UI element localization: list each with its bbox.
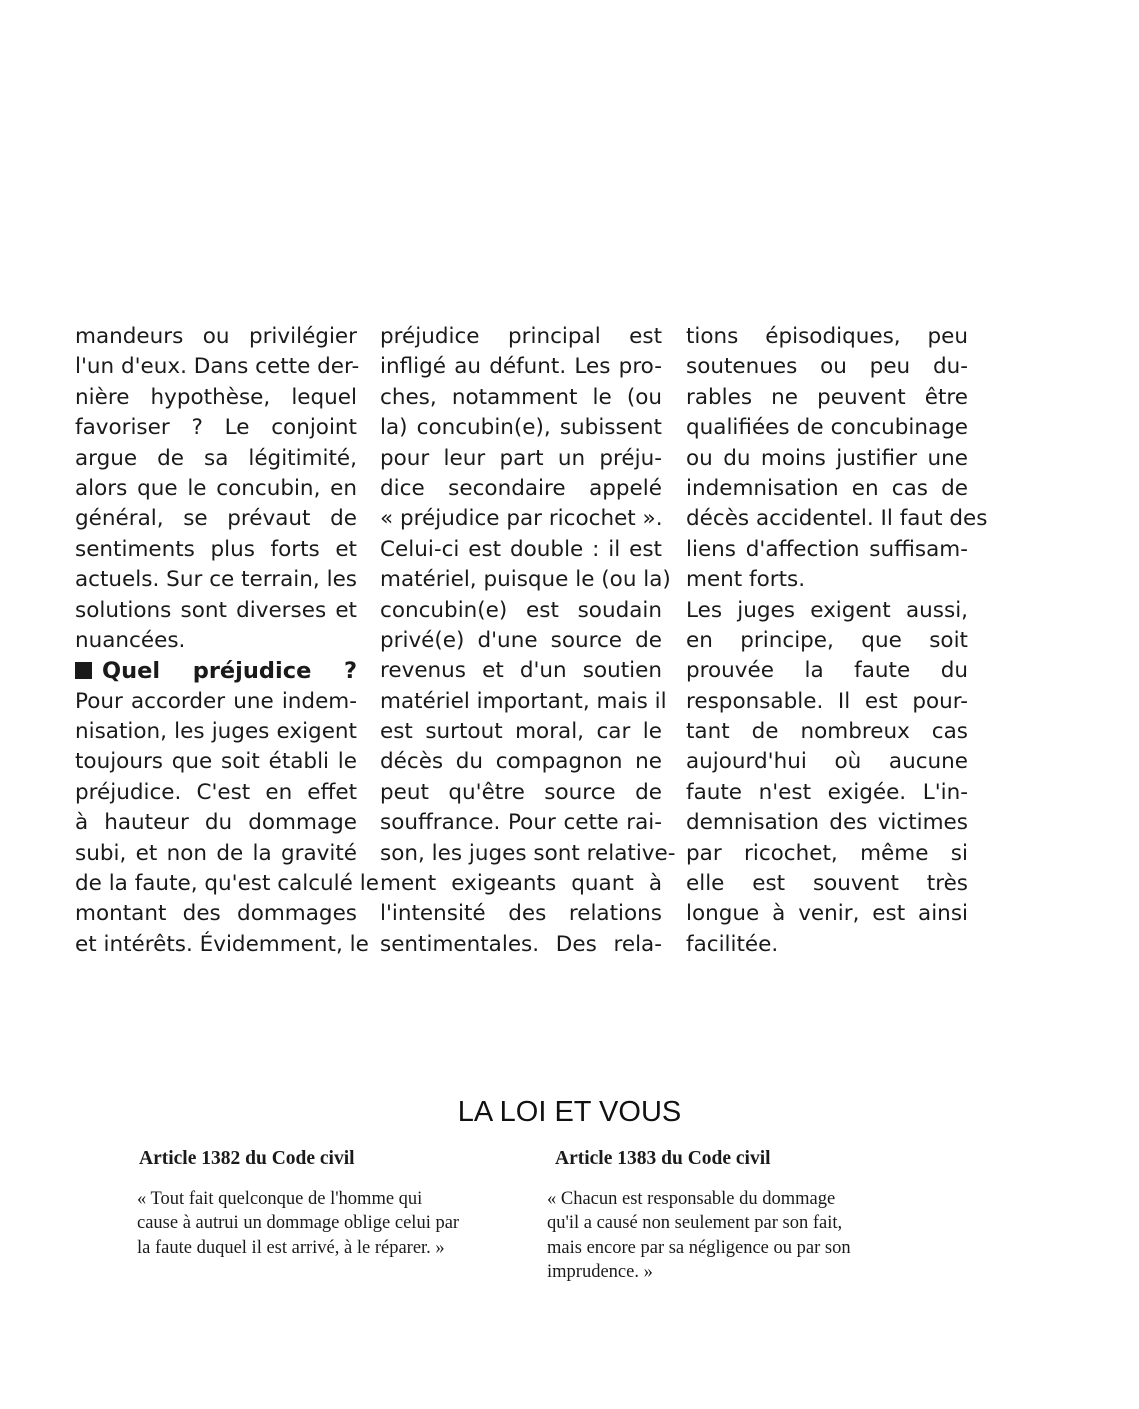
text-line: matériel, puisque le (ou la) [380, 567, 671, 593]
article-1383-text [547, 1187, 912, 1285]
text-line: son, les juges sont relative- [380, 840, 676, 866]
text-line: solutions sont diverses et [75, 597, 357, 623]
text-column-1 [75, 322, 379, 960]
text-line: ment exigeants quant à [380, 871, 662, 897]
text-line: dice secondaire appelé [380, 475, 662, 501]
article-1382-heading: Article 1382 du Code civil [139, 1148, 355, 1169]
text-line: facilitée. [686, 931, 779, 957]
text-line: est surtout moral, car le [380, 719, 662, 745]
text-line: Celui-ci est double : il est [380, 536, 662, 562]
text-line: subi, et non de la gravité [75, 840, 357, 866]
law-box-title: LA LOI ET VOUS [457, 1096, 682, 1128]
text-line: montant des dommages [75, 901, 357, 927]
text-line: elle est souvent très [686, 871, 968, 897]
text-line: aujourd'hui où aucune [686, 749, 968, 775]
text-line: argue de sa légitimité, [75, 445, 357, 471]
text-line: préjudice. C'est en effet [75, 779, 357, 805]
section-heading [75, 656, 357, 686]
text-line: la) concubin(e), subissent [380, 415, 662, 441]
text-line: infligé au défunt. Les pro- [380, 354, 662, 380]
text-line: Pour accorder une indem- [75, 688, 357, 714]
article-line: qu'il a causé non seulement par son fait, [547, 1213, 843, 1234]
text-line: en principe, que soit [686, 627, 968, 653]
text-line: longue à venir, est ainsi [686, 901, 968, 927]
text-line: nuancées. [75, 627, 186, 653]
text-line: ou du moins justifier une [686, 445, 968, 471]
text-line: faute n'est exigée. L'in- [686, 779, 968, 805]
text-line: préjudice principal est [380, 324, 662, 349]
text-line: indemnisation en cas de [686, 475, 968, 501]
text-line: mandeurs ou privilégier [75, 324, 357, 349]
text-line: qualifiées de concubinage [686, 415, 968, 441]
text-line: l'intensité des relations [380, 901, 662, 927]
text-column-2 [380, 322, 676, 960]
text-line: matériel important, mais il [380, 688, 667, 714]
article-line: imprudence. » [547, 1262, 653, 1283]
text-line: décès du compagnon ne [380, 749, 662, 775]
text-line: responsable. Il est pour- [686, 688, 968, 714]
article-line: « Tout fait quelconque de l'homme qui [137, 1189, 423, 1209]
article-line: mais encore par sa négligence ou par son [547, 1237, 851, 1258]
article-line: la faute duquel il est arrivé, à le réparer. » [137, 1237, 445, 1258]
text-line: ment forts. [686, 567, 806, 593]
section-heading-text: Quel préjudice ? [102, 658, 357, 685]
article-1382-text [137, 1187, 502, 1260]
article-1383-heading: Article 1383 du Code civil [555, 1148, 771, 1169]
text-line: et intérêts. Évidemment, le [75, 931, 369, 957]
text-line: peut qu'être source de [380, 779, 662, 805]
text-line: demnisation des victimes [686, 810, 968, 836]
text-line: « préjudice par ricochet ». [380, 506, 663, 532]
text-line: prouvée la faute du [686, 658, 968, 684]
text-line: ches, notamment le (ou [380, 384, 662, 410]
text-line: de la faute, qu'est calculé le [75, 871, 379, 897]
text-line: sentiments plus forts et [75, 536, 357, 562]
text-line: alors que le concubin, en [75, 475, 357, 501]
text-line: favoriser ? Le conjoint [75, 415, 357, 441]
text-line: à hauteur du dommage [75, 810, 357, 836]
text-line: liens d'affection suffisam- [686, 536, 968, 562]
text-line: tant de nombreux cas [686, 719, 968, 745]
text-column-3 [686, 322, 988, 960]
text-line: actuels. Sur ce terrain, les [75, 567, 357, 593]
text-line: nisation, les juges exigent [75, 719, 357, 745]
text-line: sentimentales. Des rela- [380, 931, 662, 957]
text-line: par ricochet, même si [686, 840, 968, 866]
text-line: l'un d'eux. Dans cette der- [75, 354, 360, 380]
article-line: « Chacun est responsable du dommage [547, 1189, 836, 1209]
text-line: soutenues ou peu du- [686, 354, 968, 380]
text-line: nière hypothèse, lequel [75, 384, 357, 410]
text-line: concubin(e) est soudain [380, 597, 662, 623]
text-line: général, se prévaut de [75, 506, 357, 532]
text-line: revenus et d'un soutien [380, 658, 662, 684]
text-line: privé(e) d'une source de [380, 627, 662, 653]
text-line: tions épisodiques, peu [686, 324, 968, 349]
text-line: souffrance. Pour cette rai- [380, 810, 662, 836]
article-line: cause à autrui un dommage oblige celui par [137, 1213, 460, 1234]
text-line: rables ne peuvent être [686, 384, 968, 410]
text-line: toujours que soit établi le [75, 749, 357, 775]
square-bullet-icon [75, 662, 92, 679]
text-line: Les juges exigent aussi, [686, 597, 968, 623]
text-line: pour leur part un préju- [380, 445, 662, 471]
text-line: décès accidentel. Il faut des [686, 506, 988, 532]
